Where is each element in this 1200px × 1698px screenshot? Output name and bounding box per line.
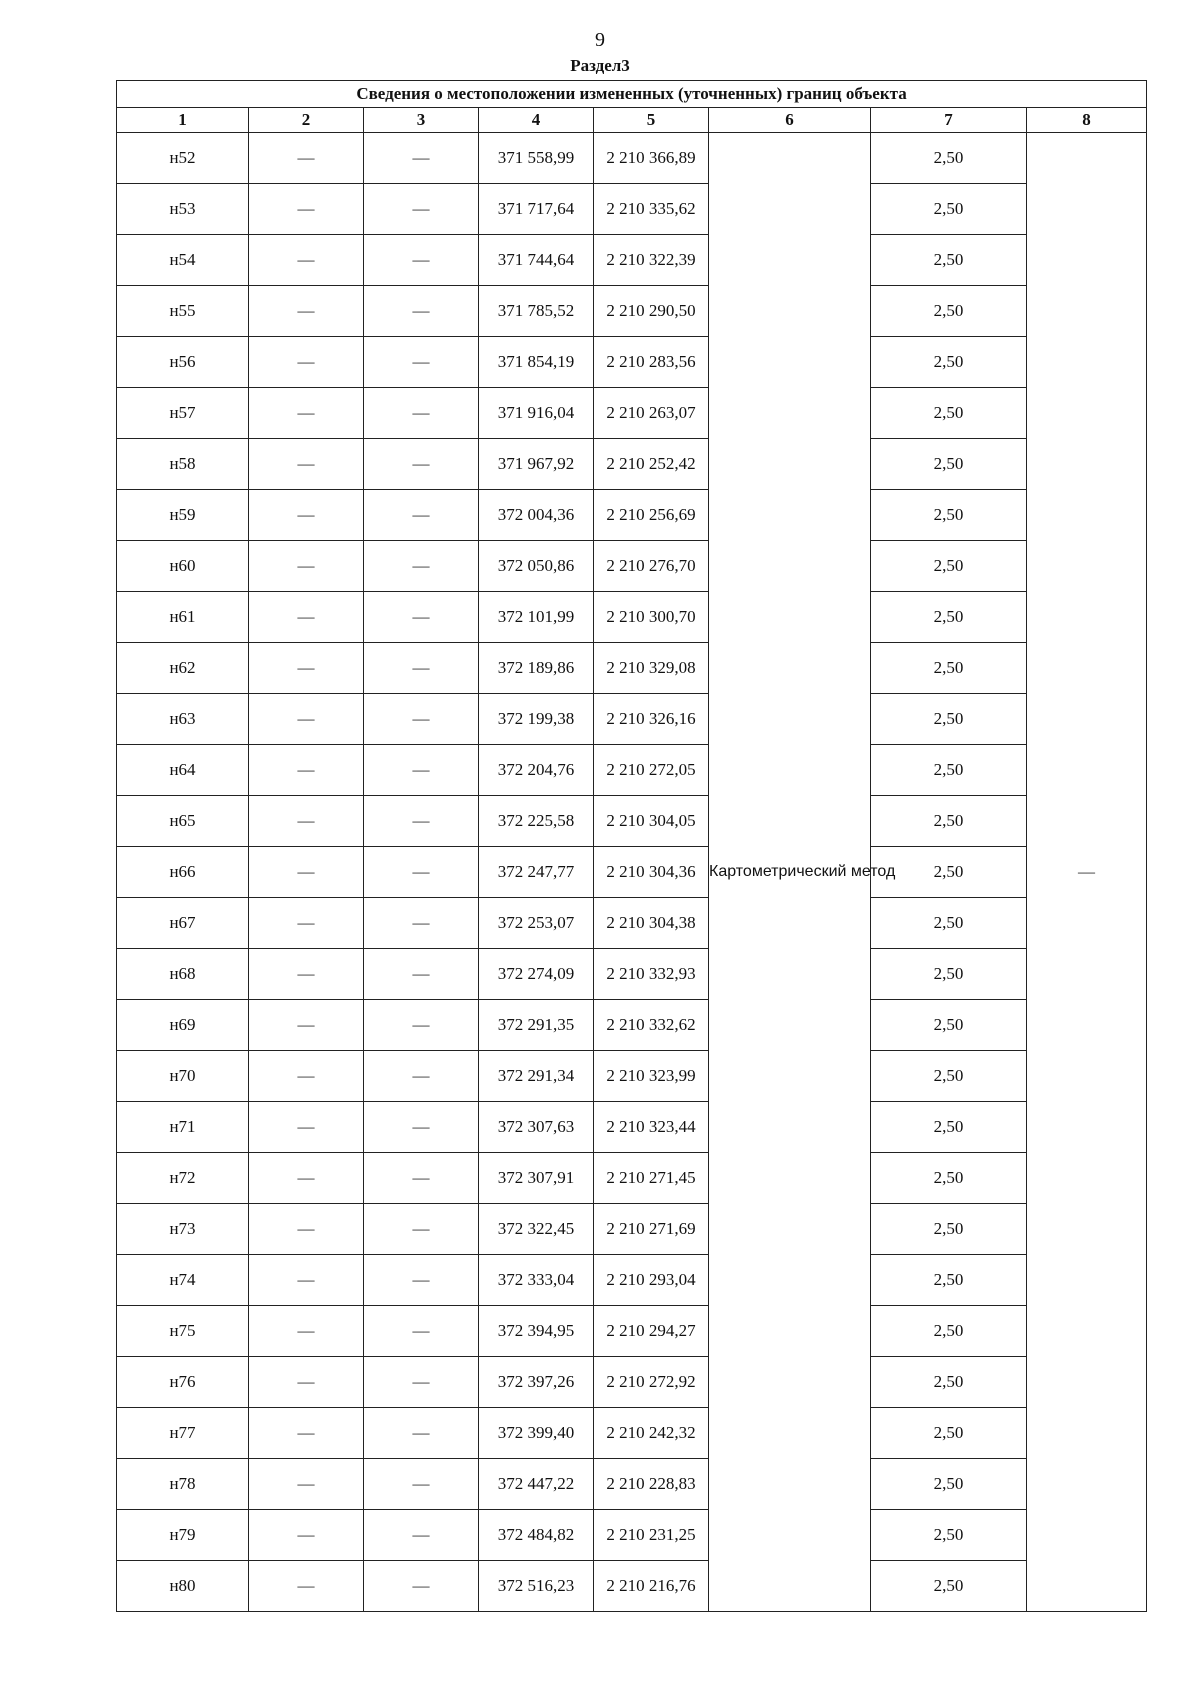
coordinate-y-cell: 2 210 216,76 [594, 1561, 709, 1612]
col3-cell: — [364, 1051, 479, 1102]
point-name-cell: н56 [117, 337, 249, 388]
col3-cell: — [364, 337, 479, 388]
point-name-cell: н73 [117, 1204, 249, 1255]
accuracy-cell: 2,50 [871, 184, 1027, 235]
accuracy-cell: 2,50 [871, 847, 1027, 898]
table-row [117, 796, 1147, 847]
table-row [117, 1255, 1147, 1306]
col2-cell: — [249, 1255, 364, 1306]
accuracy-cell: 2,50 [871, 1153, 1027, 1204]
coordinate-x-cell: 372 307,63 [479, 1102, 594, 1153]
table-row [117, 439, 1147, 490]
coordinate-y-cell: 2 210 366,89 [594, 133, 709, 184]
accuracy-cell: 2,50 [871, 388, 1027, 439]
col2-cell: — [249, 286, 364, 337]
point-name-cell: н72 [117, 1153, 249, 1204]
point-name-cell: н55 [117, 286, 249, 337]
accuracy-cell: 2,50 [871, 1051, 1027, 1102]
col2-cell: — [249, 1000, 364, 1051]
table-row [117, 1102, 1147, 1153]
coordinate-y-cell: 2 210 329,08 [594, 643, 709, 694]
table-row [117, 1408, 1147, 1459]
coordinate-x-cell: 372 247,77 [479, 847, 594, 898]
point-name-cell: н54 [117, 235, 249, 286]
coordinate-y-cell: 2 210 231,25 [594, 1510, 709, 1561]
accuracy-cell: 2,50 [871, 1561, 1027, 1612]
table-row [117, 235, 1147, 286]
coordinate-y-cell: 2 210 252,42 [594, 439, 709, 490]
column-8-cell: — [1027, 133, 1147, 1612]
table-row [117, 898, 1147, 949]
point-name-cell: н60 [117, 541, 249, 592]
point-name-cell: н65 [117, 796, 249, 847]
coordinate-x-cell: 372 101,99 [479, 592, 594, 643]
coordinate-x-cell: 371 854,19 [479, 337, 594, 388]
accuracy-cell: 2,50 [871, 235, 1027, 286]
point-name-cell: н66 [117, 847, 249, 898]
point-name-cell: н59 [117, 490, 249, 541]
coordinate-y-cell: 2 210 293,04 [594, 1255, 709, 1306]
coordinate-x-cell: 372 394,95 [479, 1306, 594, 1357]
col3-cell: — [364, 388, 479, 439]
coordinate-y-cell: 2 210 242,32 [594, 1408, 709, 1459]
table-row [117, 694, 1147, 745]
point-name-cell: н63 [117, 694, 249, 745]
col2-cell: — [249, 133, 364, 184]
coordinate-y-cell: 2 210 335,62 [594, 184, 709, 235]
table-row [117, 388, 1147, 439]
accuracy-cell: 2,50 [871, 1459, 1027, 1510]
table-caption-row [117, 81, 1147, 108]
col2-cell: — [249, 592, 364, 643]
coordinate-x-cell: 371 967,92 [479, 439, 594, 490]
col2-cell: — [249, 388, 364, 439]
col3-cell: — [364, 643, 479, 694]
col3-cell: — [364, 286, 479, 337]
col3-cell: — [364, 592, 479, 643]
col3-cell: — [364, 184, 479, 235]
col2-cell: — [249, 1204, 364, 1255]
point-name-cell: н77 [117, 1408, 249, 1459]
coordinate-x-cell: 372 322,45 [479, 1204, 594, 1255]
point-name-cell: н53 [117, 184, 249, 235]
accuracy-cell: 2,50 [871, 286, 1027, 337]
coordinate-y-cell: 2 210 276,70 [594, 541, 709, 592]
column-number-2: 2 [249, 108, 364, 133]
point-name-cell: н71 [117, 1102, 249, 1153]
col3-cell: — [364, 1459, 479, 1510]
col3-cell: — [364, 949, 479, 1000]
coordinate-x-cell: 371 744,64 [479, 235, 594, 286]
table-row [117, 592, 1147, 643]
col3-cell: — [364, 1102, 479, 1153]
col2-cell: — [249, 490, 364, 541]
accuracy-cell: 2,50 [871, 1510, 1027, 1561]
table-row [117, 1204, 1147, 1255]
coordinate-x-cell: 372 004,36 [479, 490, 594, 541]
column-number-5: 5 [594, 108, 709, 133]
column-number-4: 4 [479, 108, 594, 133]
coordinate-y-cell: 2 210 304,38 [594, 898, 709, 949]
table-row [117, 1459, 1147, 1510]
col3-cell: — [364, 541, 479, 592]
col2-cell: — [249, 1561, 364, 1612]
col3-cell: — [364, 1204, 479, 1255]
table-row [117, 1561, 1147, 1612]
col2-cell: — [249, 1051, 364, 1102]
col3-cell: — [364, 1357, 479, 1408]
accuracy-cell: 2,50 [871, 133, 1027, 184]
table-row [117, 1153, 1147, 1204]
point-name-cell: н58 [117, 439, 249, 490]
col2-cell: — [249, 694, 364, 745]
coordinate-x-cell: 372 291,35 [479, 1000, 594, 1051]
point-name-cell: н80 [117, 1561, 249, 1612]
point-name-cell: н75 [117, 1306, 249, 1357]
table-row [117, 1000, 1147, 1051]
table-row [117, 133, 1147, 184]
col3-cell: — [364, 847, 479, 898]
coordinate-y-cell: 2 210 332,93 [594, 949, 709, 1000]
section-title: Раздел3 [570, 56, 630, 75]
table-row [117, 490, 1147, 541]
table-row [117, 1510, 1147, 1561]
col2-cell: — [249, 898, 364, 949]
table-row [117, 643, 1147, 694]
coordinate-y-cell: 2 210 323,44 [594, 1102, 709, 1153]
accuracy-cell: 2,50 [871, 1255, 1027, 1306]
table-row [117, 184, 1147, 235]
col2-cell: — [249, 949, 364, 1000]
column-number-7: 7 [871, 108, 1027, 133]
col3-cell: — [364, 1510, 479, 1561]
coordinate-x-cell: 371 785,52 [479, 286, 594, 337]
col2-cell: — [249, 1153, 364, 1204]
col2-cell: — [249, 337, 364, 388]
coordinate-y-cell: 2 210 263,07 [594, 388, 709, 439]
coordinate-x-cell: 372 199,38 [479, 694, 594, 745]
point-name-cell: н74 [117, 1255, 249, 1306]
table-row [117, 1357, 1147, 1408]
col3-cell: — [364, 694, 479, 745]
accuracy-cell: 2,50 [871, 541, 1027, 592]
coordinate-x-cell: 371 717,64 [479, 184, 594, 235]
coordinate-x-cell: 372 291,34 [479, 1051, 594, 1102]
col2-cell: — [249, 1459, 364, 1510]
coordinate-y-cell: 2 210 283,56 [594, 337, 709, 388]
table-row [117, 541, 1147, 592]
point-name-cell: н69 [117, 1000, 249, 1051]
point-name-cell: н61 [117, 592, 249, 643]
col3-cell: — [364, 235, 479, 286]
accuracy-cell: 2,50 [871, 1357, 1027, 1408]
accuracy-cell: 2,50 [871, 592, 1027, 643]
coordinate-x-cell: 372 516,23 [479, 1561, 594, 1612]
point-name-cell: н76 [117, 1357, 249, 1408]
point-name-cell: н67 [117, 898, 249, 949]
col3-cell: — [364, 1306, 479, 1357]
point-name-cell: н62 [117, 643, 249, 694]
table-row [117, 745, 1147, 796]
table-body [117, 133, 1147, 1612]
col2-cell: — [249, 439, 364, 490]
coordinate-y-cell: 2 210 304,36 [594, 847, 709, 898]
coordinate-x-cell: 372 253,07 [479, 898, 594, 949]
accuracy-cell: 2,50 [871, 949, 1027, 1000]
table-row [117, 286, 1147, 337]
coordinate-y-cell: 2 210 271,69 [594, 1204, 709, 1255]
accuracy-cell: 2,50 [871, 1306, 1027, 1357]
accuracy-cell: 2,50 [871, 796, 1027, 847]
accuracy-cell: 2,50 [871, 1204, 1027, 1255]
col2-cell: — [249, 847, 364, 898]
coordinate-x-cell: 372 484,82 [479, 1510, 594, 1561]
coordinate-x-cell: 371 916,04 [479, 388, 594, 439]
boundary-coordinates-table [116, 80, 1147, 1612]
col2-cell: — [249, 1306, 364, 1357]
col2-cell: — [249, 1408, 364, 1459]
col3-cell: — [364, 796, 479, 847]
col2-cell: — [249, 643, 364, 694]
table-row [117, 847, 1147, 898]
coordinate-y-cell: 2 210 304,05 [594, 796, 709, 847]
accuracy-cell: 2,50 [871, 490, 1027, 541]
coordinate-x-cell: 372 225,58 [479, 796, 594, 847]
coordinate-y-cell: 2 210 272,05 [594, 745, 709, 796]
coordinate-x-cell: 372 204,76 [479, 745, 594, 796]
coordinate-x-cell: 372 397,26 [479, 1357, 594, 1408]
accuracy-cell: 2,50 [871, 1102, 1027, 1153]
coordinate-x-cell: 372 447,22 [479, 1459, 594, 1510]
coordinate-y-cell: 2 210 322,39 [594, 235, 709, 286]
column-number-1: 1 [117, 108, 249, 133]
coordinate-y-cell: 2 210 290,50 [594, 286, 709, 337]
col3-cell: — [364, 1153, 479, 1204]
coordinate-x-cell: 372 307,91 [479, 1153, 594, 1204]
coordinate-y-cell: 2 210 294,27 [594, 1306, 709, 1357]
coordinate-y-cell: 2 210 272,92 [594, 1357, 709, 1408]
coordinate-y-cell: 2 210 300,70 [594, 592, 709, 643]
point-name-cell: н79 [117, 1510, 249, 1561]
coordinate-y-cell: 2 210 323,99 [594, 1051, 709, 1102]
table-row [117, 337, 1147, 388]
col2-cell: — [249, 1357, 364, 1408]
table-row [117, 1306, 1147, 1357]
col3-cell: — [364, 1000, 479, 1051]
column-number-row [117, 108, 1147, 133]
coordinate-y-cell: 2 210 228,83 [594, 1459, 709, 1510]
accuracy-cell: 2,50 [871, 1408, 1027, 1459]
col3-cell: — [364, 490, 479, 541]
point-name-cell: н57 [117, 388, 249, 439]
col3-cell: — [364, 439, 479, 490]
accuracy-cell: 2,50 [871, 439, 1027, 490]
table-caption: Сведения о местоположении измененных (уточненных) границ объекта [117, 81, 1147, 108]
accuracy-cell: 2,50 [871, 1000, 1027, 1051]
point-name-cell: н78 [117, 1459, 249, 1510]
coordinate-y-cell: 2 210 256,69 [594, 490, 709, 541]
col3-cell: — [364, 1255, 479, 1306]
coordinate-y-cell: 2 210 326,16 [594, 694, 709, 745]
col2-cell: — [249, 541, 364, 592]
col3-cell: — [364, 1408, 479, 1459]
coordinate-x-cell: 372 274,09 [479, 949, 594, 1000]
col2-cell: — [249, 1102, 364, 1153]
accuracy-cell: 2,50 [871, 337, 1027, 388]
coordinate-x-cell: 372 333,04 [479, 1255, 594, 1306]
point-name-cell: н52 [117, 133, 249, 184]
col3-cell: — [364, 745, 479, 796]
col3-cell: — [364, 1561, 479, 1612]
page-number: 9 [595, 29, 605, 51]
col2-cell: — [249, 235, 364, 286]
table-row [117, 949, 1147, 1000]
coordinate-y-cell: 2 210 271,45 [594, 1153, 709, 1204]
point-name-cell: н70 [117, 1051, 249, 1102]
col2-cell: — [249, 796, 364, 847]
coordinate-x-cell: 372 399,40 [479, 1408, 594, 1459]
col2-cell: — [249, 745, 364, 796]
point-name-cell: н64 [117, 745, 249, 796]
table-row [117, 1051, 1147, 1102]
col2-cell: — [249, 184, 364, 235]
accuracy-cell: 2,50 [871, 745, 1027, 796]
accuracy-cell: 2,50 [871, 898, 1027, 949]
col3-cell: — [364, 133, 479, 184]
coordinate-x-cell: 371 558,99 [479, 133, 594, 184]
col3-cell: — [364, 898, 479, 949]
column-number-3: 3 [364, 108, 479, 133]
col2-cell: — [249, 1510, 364, 1561]
column-number-8: 8 [1027, 108, 1147, 133]
method-cell: Картометрический метод [709, 133, 871, 1612]
accuracy-cell: 2,50 [871, 643, 1027, 694]
point-name-cell: н68 [117, 949, 249, 1000]
accuracy-cell: 2,50 [871, 694, 1027, 745]
coordinate-x-cell: 372 050,86 [479, 541, 594, 592]
coordinate-x-cell: 372 189,86 [479, 643, 594, 694]
coordinate-y-cell: 2 210 332,62 [594, 1000, 709, 1051]
column-number-6: 6 [709, 108, 871, 133]
